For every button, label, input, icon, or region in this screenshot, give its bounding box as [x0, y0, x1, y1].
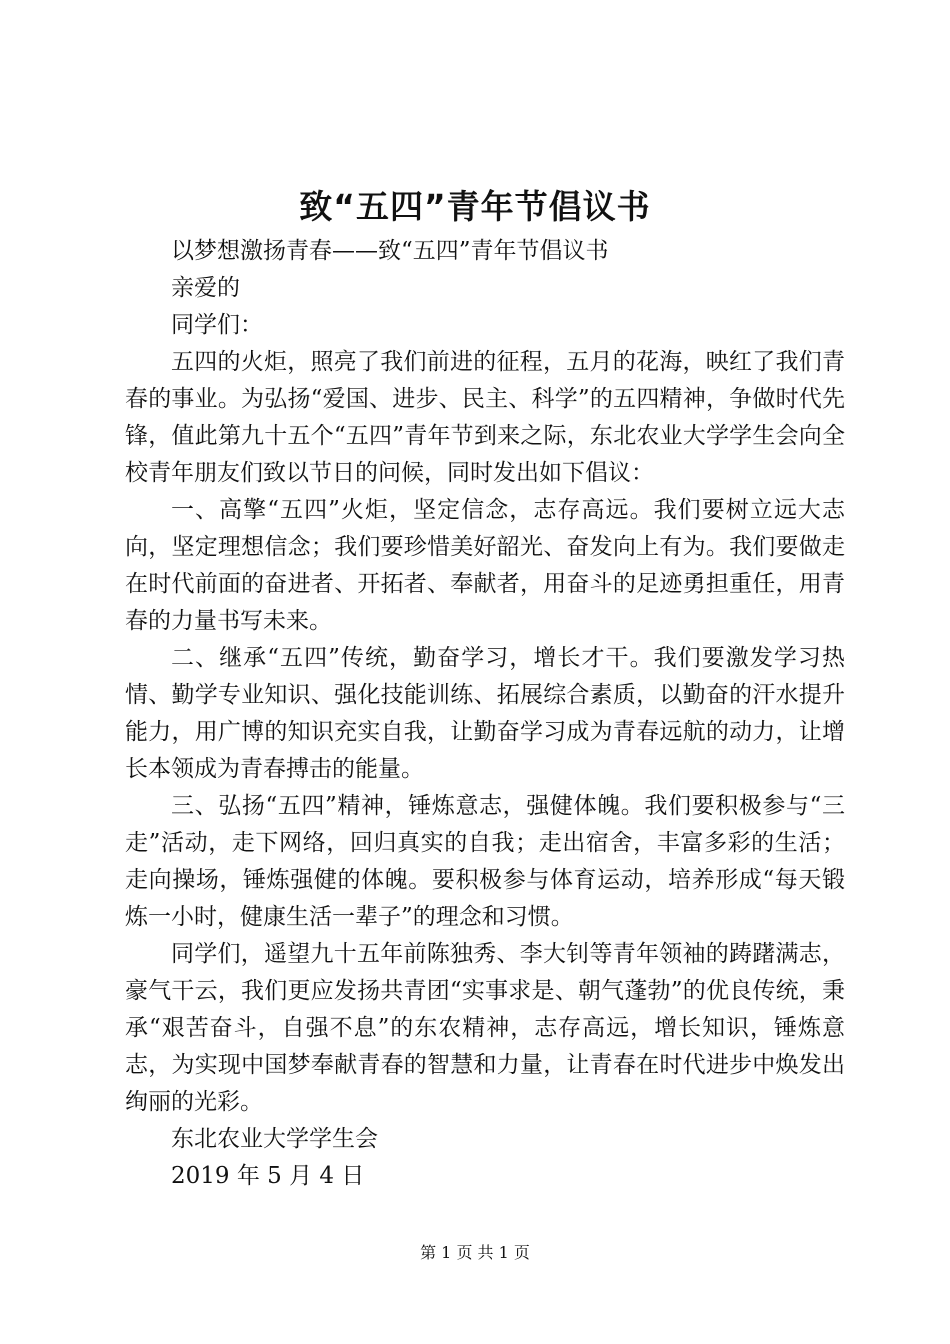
- date: 2019 年 5 月 4 日: [171, 1163, 365, 1189]
- paragraph: 二、继承“五四”传统，勤奋学习，增长才干。我们要激发学习热情、勤学专业知识、强化技能训练、拓展综合素质，以勤奋的汗水提升能力，用广博的知识充实自我，让勤奋学习成为青春远航的动力，让增长本领成为青春搏击的能量。: [125, 645, 845, 782]
- signature: 东北农业大学学生会: [171, 1126, 378, 1152]
- page-footer: 第 1 页 共 1 页: [420, 1243, 530, 1262]
- greeting-line-1: 亲爱的: [171, 275, 240, 301]
- paragraph: 同学们，遥望九十五年前陈独秀、李大钊等青年领袖的踌躇满志，豪气干云，我们更应发扬共青团“实事求是、朝气蓬勃”的优良传统，秉承“艰苦奋斗，自强不息”的东农精神，志存高远，增长知识，锤炼意志，为实现中国梦奉献青春的智慧和力量，让青春在时代进步中焕发出绚丽的光彩。: [125, 941, 845, 1115]
- subtitle: 以梦想激扬青春——致“五四”青年节倡议书: [171, 238, 609, 264]
- paragraph: 一、高擎“五四”火炬，坚定信念，志存高远。我们要树立远大志向，坚定理想信念；我们要珍惜美好韶光、奋发向上有为。我们要做走在时代前面的奋进者、开拓者、奉献者，用奋斗的足迹勇担重任，用青春的力量书写未来。: [125, 497, 845, 634]
- document-body: [125, 233, 845, 1195]
- paragraph: 三、弘扬“五四”精神，锤炼意志，强健体魄。我们要积极参与“三走”活动，走下网络，回归真实的自我；走出宿舍，丰富多彩的生活；走向操场，锤炼强健的体魄。要积极参与体育运动，培养形成“每天锻炼一小时，健康生活一辈子”的理念和习惯。: [125, 793, 845, 930]
- greeting-line-2: 同学们：: [171, 312, 263, 338]
- paragraph: 五四的火炬，照亮了我们前进的征程，五月的花海，映红了我们青春的事业。为弘扬“爱国、进步、民主、科学”的五四精神，争做时代先锋，值此第九十五个“五四”青年节到来之际，东北农业大学学生会向全校青年朋友们致以节日的问候，同时发出如下倡议：: [125, 349, 845, 486]
- document-title: 致“五四”青年节倡议书: [299, 187, 651, 226]
